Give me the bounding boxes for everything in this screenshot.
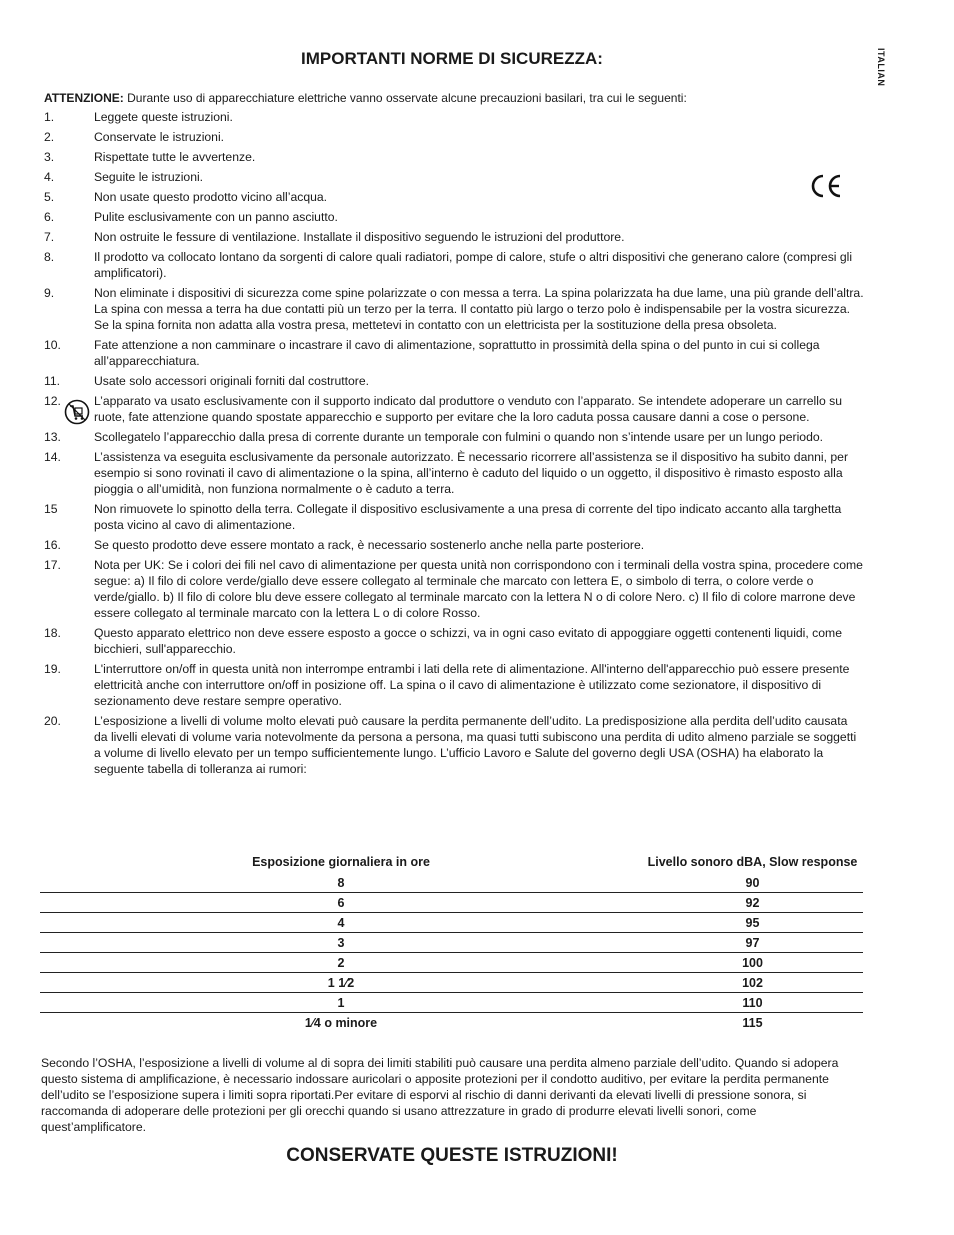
list-item: 12. L’apparato va usato esclusivamente con il supporto indicato dal produttore o venduto con l’apparato. Se intendete adoperare un carrello su ruote, fate attenzione quando spostate apparecchio e supporto per evitare che la loro caduta possa causare danni a cose o persone. — [44, 394, 842, 424]
table-row: 2 100 — [40, 953, 863, 973]
list-item: 5. Non usate questo prodotto vicino all’acqua. — [44, 190, 328, 204]
warning-label: ATTENZIONE: — [44, 91, 124, 105]
list-item: 16. Se questo prodotto deve essere montato a rack, è necessario sostenerlo anche nella parte posteriore. — [44, 538, 645, 552]
intro-text: Durante uso di apparecchiature elettriche vanno osservate alcune precauzioni basilari, tra cui le seguenti: — [123, 91, 687, 105]
table-header-sound-level: Livello sonoro dBA, Slow response — [647, 855, 858, 869]
list-item: 13. Scollegatelo l’apparecchio dalla presa di corrente durante un temporale con fulmini o quando non s’intende usare per un lungo periodo. — [44, 430, 824, 444]
list-item: 19. L'interruttore on/off in questa unità non interrompe entrambi i lati della rete di alimentazione. All'interno dell'apparecchio può essere presente elettricità anche con interruttore on/off in posizione off. La spina o il cavo di alimentazione è utilizzato come sezionatore, il dispositivo di sezionamento deve restare sempre operativo. — [44, 662, 850, 708]
list-item: 18. Questo apparato elettrico non deve essere esposto a gocce o schizzi, va in ogni caso evitato di appoggiare oggetti contenenti liquidi, come bicchieri, sull'apparecchio. — [44, 626, 842, 656]
table-row: 4 95 — [40, 913, 863, 933]
list-item: 2. Conservate le istruzioni. — [44, 130, 225, 144]
table-header-exposure-hours: Esposizione giornaliera in ore — [252, 855, 430, 869]
table-row: 1⁄4 o minore 115 — [304, 1015, 763, 1030]
list-item: 8. Il prodotto va collocato lontano da sorgenti di calore quali radiatori, pompe di calore, stufe o altri dispositivi che generano calore (compresi gli amplificatori). — [44, 250, 853, 280]
list-item: 20. L’esposizione a livelli di volume molto elevati può causare la perdita permanente dell’udito. La predisposizione alla perdita dell’udito causata da livelli elevati di volume varia notevolmente da persona a persona, ma quasi tutti subiscono una perdita di udito almeno parziale se soggetti a volume di livello elevato per un tempo sufficientemente lungo. L’ufficio Lavoro e Salute del governo degli USA (OSHA) ha elaborato la seguente tabella di tolleranza ai rumori: — [44, 714, 857, 776]
table-row: 1 1⁄2 102 — [40, 973, 863, 993]
table-row: 6 92 — [40, 893, 863, 913]
list-item: 7. Non ostruite le fessure di ventilazione. Installate il dispositivo seguendo le istruzioni del produttore. — [44, 230, 625, 244]
cart-warning-icon — [64, 399, 90, 425]
closing-heading: CONSERVATE QUESTE ISTRUZIONI! — [286, 1145, 618, 1166]
list-item: 15 Non rimuovete lo spinotto della terra. Collegate il dispositivo esclusivamente a una presa di corrente del tipo indicato accanto alla targhetta posta vicino al cavo di alimentazione. — [44, 502, 842, 532]
list-item: 17. Nota per UK: Se i colori dei fili nel cavo di alimentazione per questa unità non corrispondono con i terminali della vostra spina, procedere come segue: a) Il filo di colore verde/giallo deve essere collegato al terminale che marcato con lettera E, o simbolo di terra, o colore verde o verde/giallo. b) Il filo di colore blu deve essere collegato al terminale marcato con la lettera N o di colore Nero. c) Il filo di colore marrone deve essere collegato al terminale marcato con la lettera L o di colore Rosso. — [44, 558, 863, 620]
noise-exposure-table — [40, 851, 863, 1032]
intro-paragraph — [44, 90, 864, 106]
list-item: 14. L’assistenza va eseguita esclusivamente da personale autorizzato. È necessario ricorrere all’assistenza se il dispositivo ha subito danni, per esempio si sono rovinati il cavo di alimentazione o la spina, all’interno è caduto del liquido o un oggetto, il dispositivo è rimasto esposto alla pioggia o all’umidità, non funziona normalmente o è caduto a terra. — [44, 450, 848, 496]
table-row: 8 90 — [40, 873, 863, 893]
osha-note-paragraph: Secondo l’OSHA, l’esposizione a livelli di volume al di sopra dei limiti stabiliti può causare una perdita almeno parziale dell’udito. Quando si adopera questo sistema di amplificazione, è necessario indossare auricolari o apposite protezioni per il condotto auditivo, per evitare la perdita permanente dell’udito se l’esposizione supera i limiti sopra riportati.Per evitare di esporvi al rischio di danni derivanti da elevati livelli di pressione sonora, si raccomanda di adoperare delle protezioni per gli orecchi quando si usano attrezzature in grado di produrre elevati livelli sonori, come quest’amplificatore. — [41, 1056, 839, 1134]
list-item: 3. Rispettate tutte le avvertenze. — [44, 150, 256, 164]
table-row: 3 97 — [40, 933, 863, 953]
list-item: 4. Seguite le istruzioni. — [44, 170, 204, 184]
list-item: 11. Usate solo accessori originali forniti dal costruttore. — [44, 374, 370, 388]
safety-instructions-list — [44, 109, 864, 781]
list-item: 1. Leggete queste istruzioni. — [44, 110, 233, 124]
page-title: IMPORTANTI NORME DI SICUREZZA: — [301, 49, 603, 68]
list-item: 9. Non eliminate i dispositivi di sicurezza come spine polarizzate o con messa a terra. La spina polarizzata ha due lame, una più grande dell’altra. La spina con messa a terra ha due contatti più un terzo per la terra. Il contatto più largo o terzo polo è indispensabile per la vostra sicurezza. Se la spina fornita non adatta alla vostra presa, mettetevi in contatto con un elettricista per la sostituzione della presa obsoleta. — [44, 286, 864, 332]
table-row: 1 110 — [40, 993, 863, 1013]
language-tab: ITALIAN — [876, 48, 886, 87]
list-item: 10. Fate attenzione a non camminare o incastrare il cavo di alimentazione, soprattutto in prossimità della spina o del punto in cui si collega all’apparecchiatura. — [44, 338, 820, 368]
list-item: 6. Pulite esclusivamente con un panno asciutto. — [44, 210, 338, 224]
